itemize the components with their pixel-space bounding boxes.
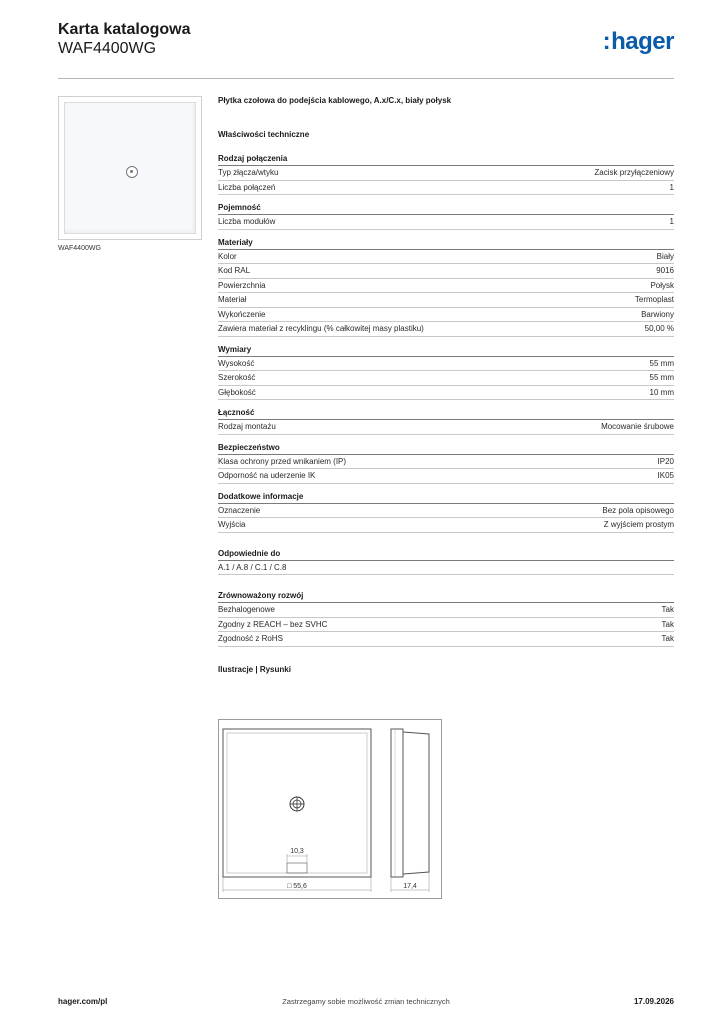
spec-label: Odporność na uderzenie IK xyxy=(218,471,316,481)
spec-row xyxy=(218,279,674,294)
footer-disclaimer: Zastrzegamy sobie możliwość zmian technicznych xyxy=(282,997,450,1006)
spec-content xyxy=(218,96,674,677)
spec-row xyxy=(218,322,674,337)
spec-label: Bezhalogenowe xyxy=(218,605,275,615)
spec-value: Barwiony xyxy=(641,309,674,319)
spec-label: Głębokość xyxy=(218,387,256,397)
spec-section xyxy=(218,203,674,230)
spec-row xyxy=(218,632,674,647)
spec-row xyxy=(218,603,674,618)
product-code: WAF4400WG xyxy=(58,40,157,57)
thumbnail-caption: WAF4400WG xyxy=(58,245,101,252)
section-title: Odpowiednie do xyxy=(218,549,674,561)
spec-label: Oznaczenie xyxy=(218,505,261,515)
spec-row xyxy=(218,181,674,196)
spec-label: Liczba połączeń xyxy=(218,182,276,192)
spec-row xyxy=(218,455,674,470)
spec-row xyxy=(218,308,674,323)
spec-value: Tak xyxy=(661,619,674,629)
hager-logo xyxy=(603,28,674,56)
technical-drawing xyxy=(218,719,442,899)
page-header xyxy=(58,20,674,80)
spec-value: Bez pola opisowego xyxy=(602,505,674,515)
suitable-section xyxy=(218,549,674,576)
spec-row xyxy=(218,420,674,435)
spec-row xyxy=(218,386,674,401)
spec-label: Zawiera materiał z recyklingu (% całkowitej masy plastiku) xyxy=(218,324,424,334)
spec-label: Typ złącza/wtyku xyxy=(218,168,279,178)
spec-value: Zacisk przyłączeniowy xyxy=(594,168,674,178)
spec-row xyxy=(218,469,674,484)
sustainability-section xyxy=(218,591,674,647)
section-title: Materiały xyxy=(218,238,674,250)
spec-label: Kod RAL xyxy=(218,266,251,276)
side-view-profile xyxy=(403,732,429,874)
illustrations-title: Ilustracje | Rysunki xyxy=(218,664,291,674)
spec-label: Liczba modułów xyxy=(218,217,276,227)
footer-website-link[interactable]: hager.com/pl xyxy=(58,997,108,1006)
section-title: Bezpieczeństwo xyxy=(218,443,674,455)
footer-date: 17.09.2026 xyxy=(633,997,674,1006)
logo-text: hager xyxy=(611,28,674,55)
spec-value: 9016 xyxy=(656,266,674,276)
spec-value: 50,00 % xyxy=(644,324,674,334)
spec-row xyxy=(218,215,674,230)
thumbnail-plate xyxy=(64,102,196,234)
spec-label: Wyjścia xyxy=(218,520,246,530)
spec-label: Zgodny z REACH – bez SVHC xyxy=(218,619,328,629)
spec-value: Mocowanie śrubowe xyxy=(601,422,674,432)
suitable-rows xyxy=(218,561,674,576)
outlet-symbol-icon xyxy=(290,797,304,811)
spec-section xyxy=(218,345,674,401)
section-title: Dodatkowe informacje xyxy=(218,492,674,504)
side-view-outline xyxy=(391,729,403,877)
spec-label: Zgodność z RoHS xyxy=(218,634,283,644)
spec-value: Z wyjściem prostym xyxy=(603,520,674,530)
cable-outlet-icon xyxy=(126,166,138,178)
spec-label: Wykończenie xyxy=(218,309,266,319)
product-description: Płytka czołowa do podejścia kablowego, A.x/C.x, biały połysk xyxy=(218,96,452,105)
spec-label: Rodzaj montażu xyxy=(218,422,276,432)
doc-title: Karta katalogowa xyxy=(58,21,191,38)
dim-width-label: □ 55,6 xyxy=(287,883,307,890)
spec-section xyxy=(218,238,674,337)
spec-section xyxy=(218,408,674,435)
section-title: Zrównoważony rozwój xyxy=(218,591,674,603)
spec-label: Powierzchnia xyxy=(218,280,266,290)
spec-sections xyxy=(218,154,674,533)
spec-row xyxy=(218,264,674,279)
spec-value: 1 xyxy=(669,182,674,192)
spec-value: Tak xyxy=(661,634,674,644)
spec-value: Termoplast xyxy=(634,295,674,305)
header-divider xyxy=(58,78,674,79)
spec-section xyxy=(218,492,674,533)
dim-depth-label: 17,4 xyxy=(403,883,417,890)
spec-row xyxy=(218,504,674,519)
dim-slot-label: 10,3 xyxy=(290,848,304,855)
spec-label: Wysokość xyxy=(218,358,255,368)
section-title: Wymiary xyxy=(218,345,674,357)
spec-label: Kolor xyxy=(218,251,237,261)
spec-section xyxy=(218,154,674,195)
spec-value: 55 mm xyxy=(649,373,674,383)
page-footer xyxy=(58,997,674,1011)
section-title: Pojemność xyxy=(218,203,674,215)
spec-value: Połysk xyxy=(650,280,674,290)
spec-value: IP20 xyxy=(657,456,674,466)
section-title: Rodzaj połączenia xyxy=(218,154,674,166)
spec-value: Biały xyxy=(656,251,674,261)
spec-value: 1 xyxy=(669,217,674,227)
spec-row xyxy=(218,357,674,372)
spec-section xyxy=(218,443,674,484)
product-thumbnail xyxy=(58,96,202,240)
bottom-slot xyxy=(287,863,307,873)
spec-label: A.1 / A.8 / C.1 / C.8 xyxy=(218,562,287,572)
spec-row xyxy=(218,293,674,308)
spec-label: Materiał xyxy=(218,295,247,305)
logo-dots-icon: : xyxy=(602,28,611,55)
spec-label: Szerokość xyxy=(218,373,256,383)
spec-value: Tak xyxy=(661,605,674,615)
spec-value: IK05 xyxy=(657,471,674,481)
spec-value: 10 mm xyxy=(649,387,674,397)
spec-row xyxy=(218,518,674,533)
tech-properties-title: Właściwości techniczne xyxy=(218,130,310,139)
spec-row xyxy=(218,561,674,576)
spec-row xyxy=(218,166,674,181)
spec-row xyxy=(218,250,674,265)
section-title: Łączność xyxy=(218,408,674,420)
technical-drawing-svg xyxy=(219,720,441,898)
sustainability-rows xyxy=(218,603,674,647)
spec-label: Klasa ochrony przed wnikaniem (IP) xyxy=(218,456,347,466)
spec-row xyxy=(218,371,674,386)
spec-value: 55 mm xyxy=(649,358,674,368)
spec-row xyxy=(218,618,674,633)
